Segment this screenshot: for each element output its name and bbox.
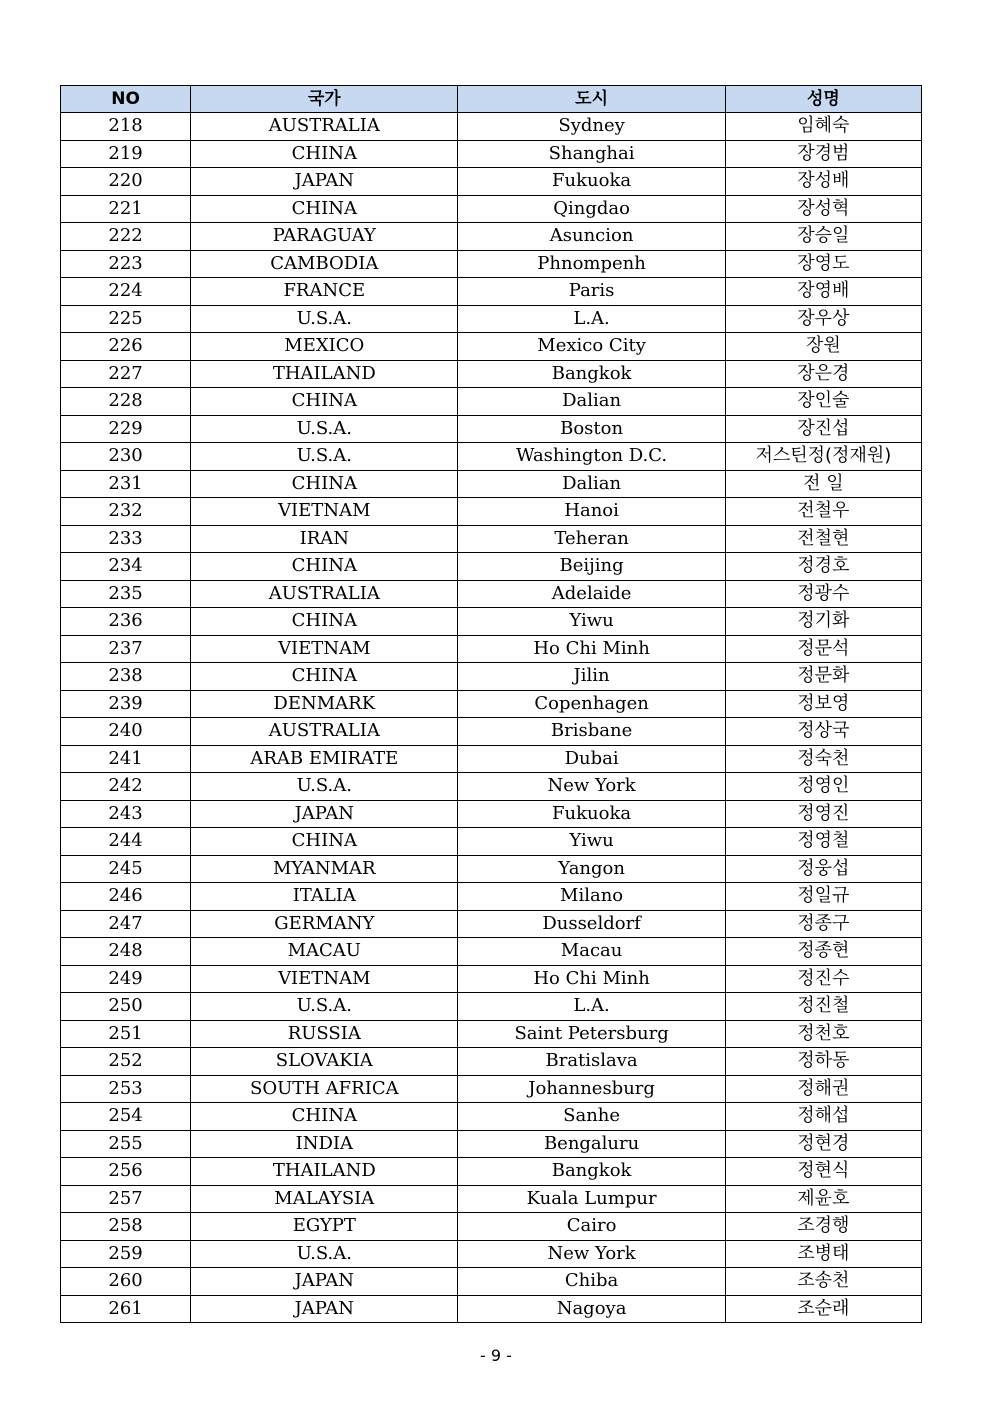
cell-country: U.S.A. <box>191 773 458 801</box>
table-row <box>61 333 922 361</box>
cell-no: 247 <box>61 910 191 938</box>
cell-no: 255 <box>61 1130 191 1158</box>
cell-country: U.S.A. <box>191 305 458 333</box>
cell-country: THAILAND <box>191 1158 458 1186</box>
cell-city: Mexico City <box>458 333 725 361</box>
cell-no: 231 <box>61 470 191 498</box>
cell-country: U.S.A. <box>191 1240 458 1268</box>
cell-name: 전철우 <box>725 498 921 526</box>
cell-name: 정문화 <box>725 663 921 691</box>
cell-country: THAILAND <box>191 360 458 388</box>
cell-city: Johannesburg <box>458 1075 725 1103</box>
table-row <box>61 1075 922 1103</box>
cell-no: 256 <box>61 1158 191 1186</box>
cell-name: 정현경 <box>725 1130 921 1158</box>
cell-city: Dubai <box>458 745 725 773</box>
page-number: - 9 - <box>480 1346 512 1365</box>
cell-city: Yangon <box>458 855 725 883</box>
cell-name: 장은경 <box>725 360 921 388</box>
cell-country: AUSTRALIA <box>191 718 458 746</box>
cell-no: 257 <box>61 1185 191 1213</box>
header-name: 성명 <box>725 86 921 113</box>
cell-city: Phnompenh <box>458 250 725 278</box>
cell-name: 정영철 <box>725 828 921 856</box>
cell-name: 정숙천 <box>725 745 921 773</box>
cell-country: EGYPT <box>191 1213 458 1241</box>
cell-country: VIETNAM <box>191 965 458 993</box>
cell-no: 239 <box>61 690 191 718</box>
cell-country: CHINA <box>191 553 458 581</box>
cell-name: 정진철 <box>725 993 921 1021</box>
cell-city: Brisbane <box>458 718 725 746</box>
table-row <box>61 223 922 251</box>
cell-no: 260 <box>61 1268 191 1296</box>
cell-name: 정진수 <box>725 965 921 993</box>
table-row <box>61 1295 922 1323</box>
cell-country: ITALIA <box>191 883 458 911</box>
cell-name: 정종현 <box>725 938 921 966</box>
cell-name: 장진섭 <box>725 415 921 443</box>
table-row <box>61 773 922 801</box>
table-row <box>61 113 922 141</box>
cell-country: MALAYSIA <box>191 1185 458 1213</box>
cell-name: 조병태 <box>725 1240 921 1268</box>
cell-country: CHINA <box>191 608 458 636</box>
cell-name: 정종구 <box>725 910 921 938</box>
cell-name: 정기화 <box>725 608 921 636</box>
cell-name: 정해권 <box>725 1075 921 1103</box>
cell-country: JAPAN <box>191 1295 458 1323</box>
table-row <box>61 1130 922 1158</box>
cell-city: Bangkok <box>458 360 725 388</box>
cell-city: Ho Chi Minh <box>458 635 725 663</box>
cell-no: 259 <box>61 1240 191 1268</box>
cell-name: 정해섭 <box>725 1103 921 1131</box>
cell-name: 조송천 <box>725 1268 921 1296</box>
table-row <box>61 498 922 526</box>
table-row <box>61 828 922 856</box>
table-row <box>61 1158 922 1186</box>
cell-city: Bratislava <box>458 1048 725 1076</box>
table-row <box>61 938 922 966</box>
cell-country: AUSTRALIA <box>191 113 458 141</box>
cell-no: 229 <box>61 415 191 443</box>
cell-city: Asuncion <box>458 223 725 251</box>
cell-no: 258 <box>61 1213 191 1241</box>
cell-name: 정광수 <box>725 580 921 608</box>
cell-no: 245 <box>61 855 191 883</box>
table-row <box>61 745 922 773</box>
cell-city: Hanoi <box>458 498 725 526</box>
cell-name: 정경호 <box>725 553 921 581</box>
table-row <box>61 443 922 471</box>
cell-city: Dalian <box>458 388 725 416</box>
cell-no: 227 <box>61 360 191 388</box>
cell-no: 241 <box>61 745 191 773</box>
cell-no: 225 <box>61 305 191 333</box>
cell-name: 저스틴정(정재원) <box>725 443 921 471</box>
table-row <box>61 1020 922 1048</box>
cell-city: Sanhe <box>458 1103 725 1131</box>
cell-country: SLOVAKIA <box>191 1048 458 1076</box>
table-body <box>61 113 922 1323</box>
table-row <box>61 663 922 691</box>
table-row <box>61 635 922 663</box>
cell-no: 235 <box>61 580 191 608</box>
cell-name: 장인술 <box>725 388 921 416</box>
table-row <box>61 470 922 498</box>
cell-country: PARAGUAY <box>191 223 458 251</box>
cell-country: CHINA <box>191 140 458 168</box>
header-row <box>61 86 922 113</box>
cell-name: 장성혁 <box>725 195 921 223</box>
table-row <box>61 360 922 388</box>
cell-city: Macau <box>458 938 725 966</box>
cell-city: Paris <box>458 278 725 306</box>
table-header <box>61 86 922 113</box>
table-row <box>61 800 922 828</box>
table-row <box>61 1048 922 1076</box>
cell-country: CHINA <box>191 828 458 856</box>
cell-city: Beijing <box>458 553 725 581</box>
cell-no: 221 <box>61 195 191 223</box>
cell-city: New York <box>458 1240 725 1268</box>
cell-country: VIETNAM <box>191 635 458 663</box>
cell-city: Bengaluru <box>458 1130 725 1158</box>
cell-city: Nagoya <box>458 1295 725 1323</box>
cell-name: 정하동 <box>725 1048 921 1076</box>
cell-city: New York <box>458 773 725 801</box>
cell-name: 정일규 <box>725 883 921 911</box>
cell-country: GERMANY <box>191 910 458 938</box>
cell-name: 장승일 <box>725 223 921 251</box>
cell-no: 240 <box>61 718 191 746</box>
cell-country: AUSTRALIA <box>191 580 458 608</box>
cell-city: Copenhagen <box>458 690 725 718</box>
cell-country: FRANCE <box>191 278 458 306</box>
cell-no: 238 <box>61 663 191 691</box>
cell-no: 230 <box>61 443 191 471</box>
table-row <box>61 690 922 718</box>
table-row <box>61 278 922 306</box>
cell-city: L.A. <box>458 993 725 1021</box>
cell-country: JAPAN <box>191 800 458 828</box>
cell-no: 246 <box>61 883 191 911</box>
cell-no: 228 <box>61 388 191 416</box>
cell-city: Milano <box>458 883 725 911</box>
table-row <box>61 883 922 911</box>
cell-city: Sydney <box>458 113 725 141</box>
cell-country: MACAU <box>191 938 458 966</box>
cell-city: Yiwu <box>458 828 725 856</box>
cell-no: 244 <box>61 828 191 856</box>
cell-city: L.A. <box>458 305 725 333</box>
cell-name: 조경행 <box>725 1213 921 1241</box>
table-row <box>61 718 922 746</box>
cell-no: 249 <box>61 965 191 993</box>
cell-country: INDIA <box>191 1130 458 1158</box>
cell-name: 장우상 <box>725 305 921 333</box>
cell-city: Adelaide <box>458 580 725 608</box>
cell-name: 장성배 <box>725 168 921 196</box>
cell-no: 219 <box>61 140 191 168</box>
cell-name: 장영배 <box>725 278 921 306</box>
cell-no: 251 <box>61 1020 191 1048</box>
cell-no: 237 <box>61 635 191 663</box>
table-row <box>61 993 922 1021</box>
cell-city: Fukuoka <box>458 168 725 196</box>
cell-city: Qingdao <box>458 195 725 223</box>
table-row <box>61 1213 922 1241</box>
cell-no: 223 <box>61 250 191 278</box>
table-row <box>61 553 922 581</box>
table-row <box>61 195 922 223</box>
cell-name: 제윤호 <box>725 1185 921 1213</box>
table-row <box>61 1240 922 1268</box>
cell-name: 조순래 <box>725 1295 921 1323</box>
cell-name: 장경범 <box>725 140 921 168</box>
cell-country: RUSSIA <box>191 1020 458 1048</box>
cell-country: CAMBODIA <box>191 250 458 278</box>
cell-no: 233 <box>61 525 191 553</box>
cell-country: IRAN <box>191 525 458 553</box>
cell-name: 장영도 <box>725 250 921 278</box>
cell-no: 224 <box>61 278 191 306</box>
cell-no: 236 <box>61 608 191 636</box>
cell-no: 220 <box>61 168 191 196</box>
cell-no: 250 <box>61 993 191 1021</box>
table-row <box>61 855 922 883</box>
cell-name: 정상국 <box>725 718 921 746</box>
header-country: 국가 <box>191 86 458 113</box>
cell-city: Bangkok <box>458 1158 725 1186</box>
cell-city: Jilin <box>458 663 725 691</box>
cell-country: MYANMAR <box>191 855 458 883</box>
cell-no: 261 <box>61 1295 191 1323</box>
cell-country: CHINA <box>191 388 458 416</box>
cell-city: Cairo <box>458 1213 725 1241</box>
cell-no: 243 <box>61 800 191 828</box>
cell-country: CHINA <box>191 663 458 691</box>
table-row <box>61 140 922 168</box>
cell-city: Kuala Lumpur <box>458 1185 725 1213</box>
cell-city: Teheran <box>458 525 725 553</box>
member-table <box>60 85 922 1323</box>
cell-city: Fukuoka <box>458 800 725 828</box>
table-row <box>61 1103 922 1131</box>
cell-country: CHINA <box>191 1103 458 1131</box>
cell-name: 장원 <box>725 333 921 361</box>
cell-country: ARAB EMIRATE <box>191 745 458 773</box>
table-row <box>61 580 922 608</box>
cell-city: Dusseldorf <box>458 910 725 938</box>
cell-country: VIETNAM <box>191 498 458 526</box>
table-row <box>61 1268 922 1296</box>
table-row <box>61 250 922 278</box>
cell-country: U.S.A. <box>191 415 458 443</box>
cell-country: MEXICO <box>191 333 458 361</box>
header-no: NO <box>61 86 191 113</box>
cell-no: 248 <box>61 938 191 966</box>
cell-name: 정영인 <box>725 773 921 801</box>
cell-name: 정현식 <box>725 1158 921 1186</box>
cell-no: 254 <box>61 1103 191 1131</box>
header-city: 도시 <box>458 86 725 113</box>
cell-city: Ho Chi Minh <box>458 965 725 993</box>
cell-city: Yiwu <box>458 608 725 636</box>
cell-country: JAPAN <box>191 1268 458 1296</box>
table-row <box>61 965 922 993</box>
table-row <box>61 305 922 333</box>
table-row <box>61 415 922 443</box>
cell-no: 242 <box>61 773 191 801</box>
cell-name: 정웅섭 <box>725 855 921 883</box>
cell-city: Washington D.C. <box>458 443 725 471</box>
cell-country: SOUTH AFRICA <box>191 1075 458 1103</box>
cell-country: U.S.A. <box>191 443 458 471</box>
cell-name: 정보영 <box>725 690 921 718</box>
cell-name: 전철현 <box>725 525 921 553</box>
cell-name: 정문석 <box>725 635 921 663</box>
cell-no: 218 <box>61 113 191 141</box>
table-row <box>61 608 922 636</box>
table-row <box>61 910 922 938</box>
cell-name: 전 일 <box>725 470 921 498</box>
cell-name: 정영진 <box>725 800 921 828</box>
cell-no: 234 <box>61 553 191 581</box>
cell-name: 임혜숙 <box>725 113 921 141</box>
cell-city: Chiba <box>458 1268 725 1296</box>
cell-city: Dalian <box>458 470 725 498</box>
cell-no: 232 <box>61 498 191 526</box>
cell-country: CHINA <box>191 195 458 223</box>
cell-city: Saint Petersburg <box>458 1020 725 1048</box>
cell-name: 정천호 <box>725 1020 921 1048</box>
cell-country: CHINA <box>191 470 458 498</box>
cell-city: Boston <box>458 415 725 443</box>
cell-no: 252 <box>61 1048 191 1076</box>
cell-country: JAPAN <box>191 168 458 196</box>
cell-country: U.S.A. <box>191 993 458 1021</box>
cell-no: 222 <box>61 223 191 251</box>
cell-no: 226 <box>61 333 191 361</box>
table-row <box>61 388 922 416</box>
table-row <box>61 168 922 196</box>
cell-no: 253 <box>61 1075 191 1103</box>
cell-country: DENMARK <box>191 690 458 718</box>
cell-city: Shanghai <box>458 140 725 168</box>
table-row <box>61 525 922 553</box>
table-row <box>61 1185 922 1213</box>
